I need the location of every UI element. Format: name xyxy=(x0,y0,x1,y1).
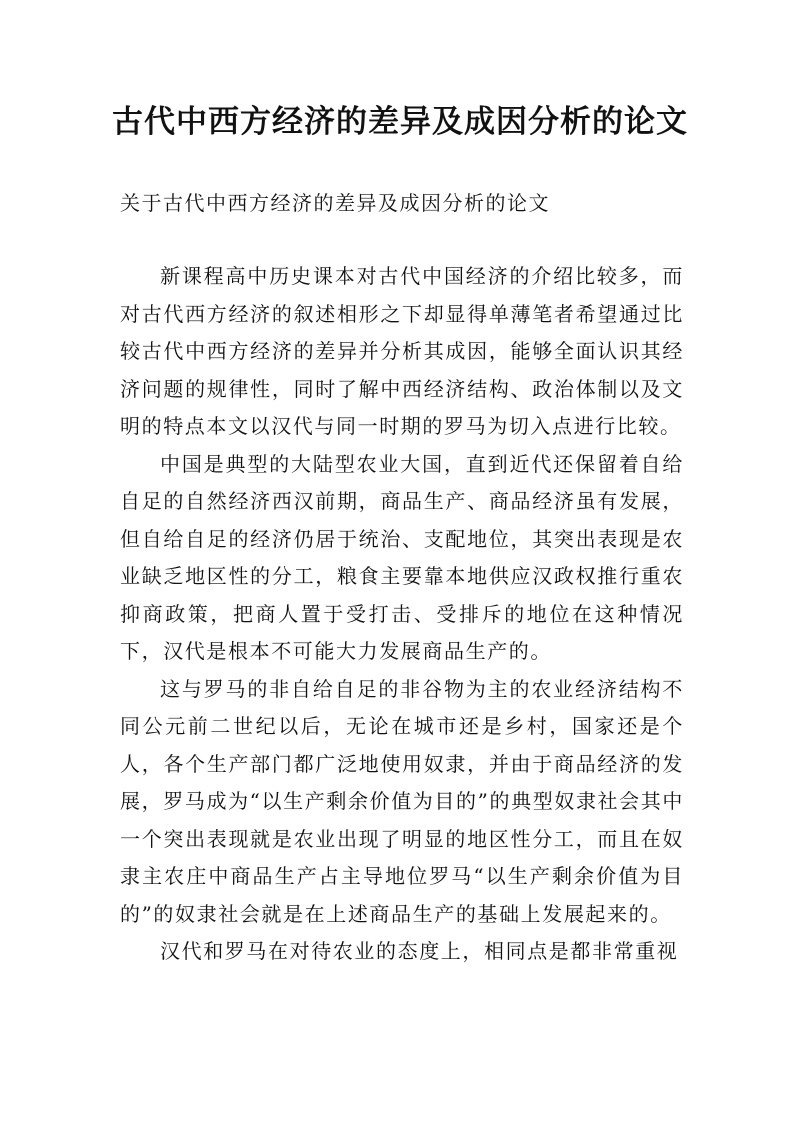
paragraph: 这与罗马的非自给自足的非谷物为主的农业经济结构不同公元前二世纪以后，无论在城市还是乡村，国家还是个人，各个生产部门都广泛地使用奴隶，并由于商品经济的发展，罗马成为“以生产剩余价值为目的”的典型奴隶社会其中一个突出表现就是农业出现了明显的地区性分工，而且在奴隶主农庄中商品生产占主导地位罗马“以生产剩余价值为目的”的奴隶社会就是在上述商品生产的基础上发展起来的。 xyxy=(120,676,684,926)
document-title: 古代中西方经济的差异及成因分析的论文 xyxy=(112,104,688,140)
paragraph: 新课程高中历史课本对古代中国经济的介绍比较多，而对古代西方经济的叙述相形之下却显得单薄笔者希望通过比较古代中西方经济的差异并分析其成因，能够全面认识其经济问题的规律性，同时了解中西经济结构、政治体制以及文明的特点本文以汉代与同一时期的罗马为切入点进行比较。 xyxy=(120,264,684,438)
paragraph: 中国是典型的大陆型农业大国，直到近代还保留着自给自足的自然经济西汉前期，商品生产、商品经济虽有发展，但自给自足的经济仍居于统治、支配地位，其突出表现是农业缺乏地区性的分工，粮食主要靠本地供应汉政权推行重农抑商政策，把商人置于受打击、受排斥的地位在这种情况下，汉代是根本不可能大力发展商品生产的。 xyxy=(120,451,684,663)
document-subtitle: 关于古代中西方经济的差异及成因分析的论文 xyxy=(120,191,550,215)
paragraph: 汉代和罗马在对待农业的态度上，相同点是都非常重视 xyxy=(160,939,679,963)
document-body xyxy=(120,258,684,971)
